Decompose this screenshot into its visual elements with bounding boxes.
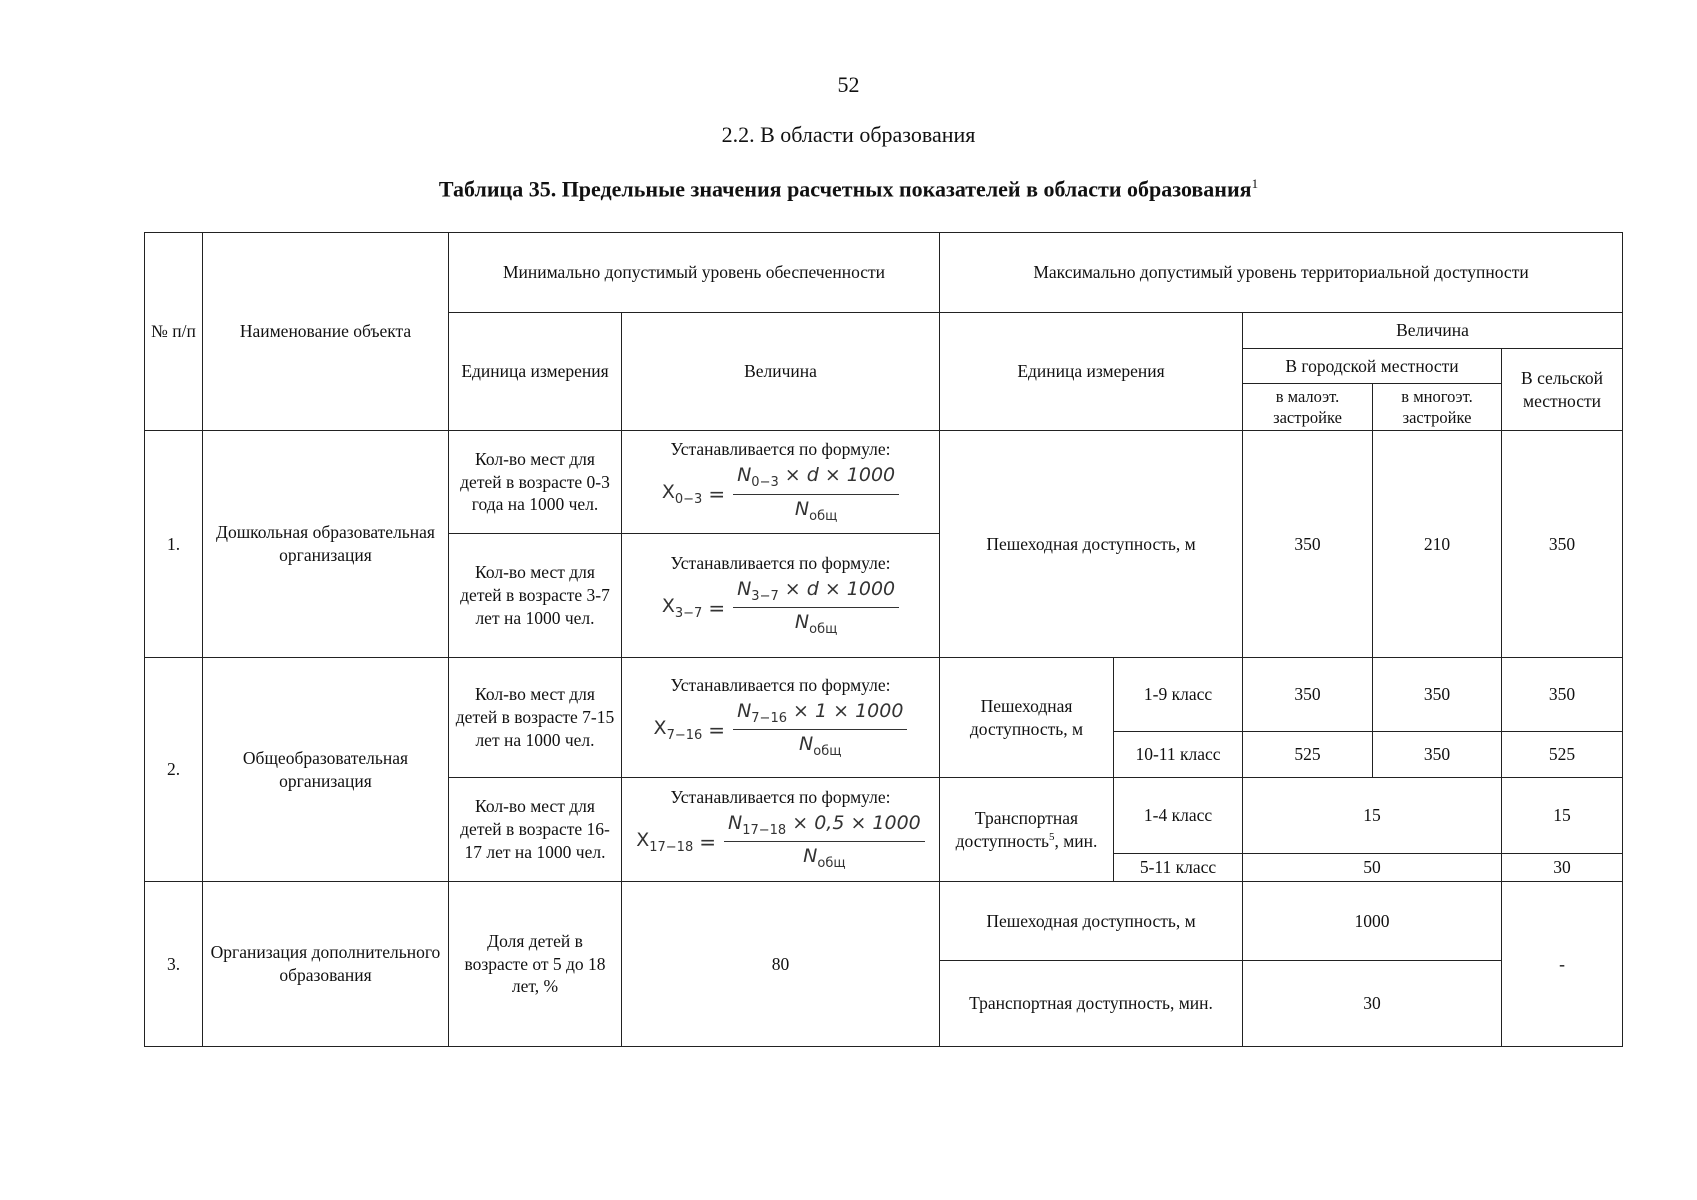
row1-lowrise: 350 [1243, 431, 1373, 658]
formula-num-rest: × 1 × 1000 [787, 699, 904, 722]
row3-walk-access: Пешеходная доступность, м [940, 882, 1243, 961]
row2-5-11-urban: 50 [1243, 854, 1502, 882]
row3-value: 80 [622, 882, 940, 1047]
formula-lhs: X [661, 481, 675, 504]
row1-rural: 350 [1502, 431, 1623, 658]
row3-num: 3. [145, 882, 203, 1047]
header-rural: В сельской местности [1502, 349, 1623, 431]
formula-num-sub: 17−18 [742, 822, 787, 838]
row2-1-9-lowrise: 350 [1243, 658, 1373, 732]
formula-fraction [733, 463, 899, 525]
formula-intro: Устанавливается по формуле: [670, 439, 891, 460]
transport-footnote: 5 [1048, 830, 1055, 843]
table-caption [0, 176, 1697, 202]
formula-den-sub: общ [813, 744, 842, 760]
row2-unit-16-17: Кол-во мест для детей в возрасте 16-17 лет на 1000 чел. [449, 778, 622, 882]
row2-formula-7-16 [622, 658, 940, 778]
formula-lhs: X [653, 716, 667, 739]
row1-name: Дошкольная образовательная организация [203, 431, 449, 658]
transport-unit: , мин. [1054, 830, 1098, 851]
formula-lhs-sub: 3−7 [674, 605, 703, 621]
formula-num-sub: 7−16 [751, 710, 787, 726]
row1-unit-0-3: Кол-во мест для детей в возрасте 0-3 года на 1000 чел. [449, 431, 622, 534]
row2-num: 2. [145, 658, 203, 882]
row1-num: 1. [145, 431, 203, 658]
equals-sign: = [708, 595, 726, 620]
formula-lhs-sub: 0−3 [674, 491, 703, 507]
formula-den-sub: общ [809, 622, 838, 638]
row3-transport-urban: 30 [1243, 961, 1502, 1047]
header-urban: В городской местности [1243, 349, 1502, 384]
formula-lhs: X [636, 828, 650, 851]
page-number: 52 [837, 72, 860, 97]
formula-num-sub: 0−3 [751, 474, 779, 490]
formula-num: N [737, 464, 752, 487]
formula-num-sub: 3−7 [751, 588, 779, 604]
row2-1-4-urban: 15 [1243, 778, 1502, 854]
formula-den: N [799, 733, 814, 756]
row3-transport-access: Транспортная доступность, мин. [940, 961, 1243, 1047]
row2-1-9-multistory: 350 [1373, 658, 1502, 732]
row1-formula-0-3 [622, 431, 940, 534]
indicators-table [144, 232, 1623, 1047]
row2-formula-17-18 [622, 778, 940, 882]
formula-lhs-sub: 17−18 [649, 839, 694, 855]
row2-unit-7-15: Кол-во мест для детей в возрасте 7-15 лет на 1000 чел. [449, 658, 622, 778]
row2-name: Общеобразовательная организация [203, 658, 449, 882]
row3-name: Организация дополнительного образования [203, 882, 449, 1047]
formula-den-sub: общ [817, 856, 846, 872]
formula-num-rest: × d × 1000 [778, 577, 896, 600]
header-unit: Единица измерения [449, 313, 622, 431]
row2-class-5-11: 5-11 класс [1114, 854, 1243, 882]
formula-den: N [794, 611, 810, 634]
formula-num-rest: × 0,5 × 1000 [786, 811, 921, 834]
header-unit2: Единица измерения [940, 313, 1243, 431]
row2-1-4-rural: 15 [1502, 778, 1623, 854]
header-min-group: Минимально допустимый уровень обеспеченности [449, 233, 940, 313]
formula-lhs: X [661, 594, 675, 617]
transport-label: Транспортная доступность [955, 807, 1079, 851]
equals-sign: = [699, 829, 716, 854]
caption-text: Таблица 35. Предельные значения расчетных показателей в области образования [438, 176, 1252, 202]
row2-class-10-11: 10-11 класс [1114, 732, 1243, 778]
header-multistory: в многоэт. застройке [1373, 384, 1502, 431]
formula-den: N [803, 845, 818, 868]
formula-lhs-sub: 7−16 [666, 727, 703, 743]
formula [628, 463, 933, 525]
row2-transport-access [940, 778, 1114, 882]
caption-footnote: 1 [1251, 176, 1259, 191]
header-value: Величина [622, 313, 940, 431]
row3-walk-urban: 1000 [1243, 882, 1502, 961]
header-name: Наименование объекта [203, 233, 449, 431]
equals-sign: = [708, 717, 726, 742]
formula-den: N [794, 497, 810, 520]
header-num: № п/п [145, 233, 203, 431]
formula-num: N [737, 577, 752, 600]
equals-sign: = [708, 482, 726, 507]
formula-den-sub: общ [809, 508, 838, 524]
row2-10-11-rural: 525 [1502, 732, 1623, 778]
formula-fraction [733, 577, 899, 639]
formula-intro: Устанавливается по формуле: [670, 674, 891, 695]
row1-multistory: 210 [1373, 431, 1502, 658]
row3-unit: Доля детей в возрасте от 5 до 18 лет, % [449, 882, 622, 1047]
formula-intro: Устанавливается по формуле: [670, 552, 891, 573]
row3-rural: - [1502, 882, 1623, 1047]
row1-access: Пешеходная доступность, м [940, 431, 1243, 658]
row2-1-9-rural: 350 [1502, 658, 1623, 732]
row2-walk-access: Пешеходная доступность, м [940, 658, 1114, 778]
row2-5-11-rural: 30 [1502, 854, 1623, 882]
row1-formula-3-7 [622, 534, 940, 658]
formula-num-rest: × d × 1000 [778, 464, 896, 487]
formula [628, 577, 933, 639]
row1-unit-3-7: Кол-во мест для детей в возрасте 3-7 лет на 1000 чел. [449, 534, 622, 658]
row2-10-11-lowrise: 525 [1243, 732, 1373, 778]
formula-fraction [733, 699, 907, 761]
formula-intro: Устанавливается по формуле: [670, 786, 891, 807]
formula-num: N [728, 811, 743, 834]
formula-fraction [724, 811, 925, 873]
section-heading: 2.2. В области образования [721, 122, 976, 147]
row2-class-1-4: 1-4 класс [1114, 778, 1243, 854]
formula-num: N [737, 699, 752, 722]
formula [628, 811, 933, 873]
formula [628, 699, 933, 761]
row2-class-1-9: 1-9 класс [1114, 658, 1243, 732]
header-max-group: Максимально допустимый уровень территориальной доступности [940, 233, 1623, 313]
header-lowrise: в малоэт. застройке [1243, 384, 1373, 431]
header-value2: Величина [1243, 313, 1623, 349]
row2-10-11-multistory: 350 [1373, 732, 1502, 778]
